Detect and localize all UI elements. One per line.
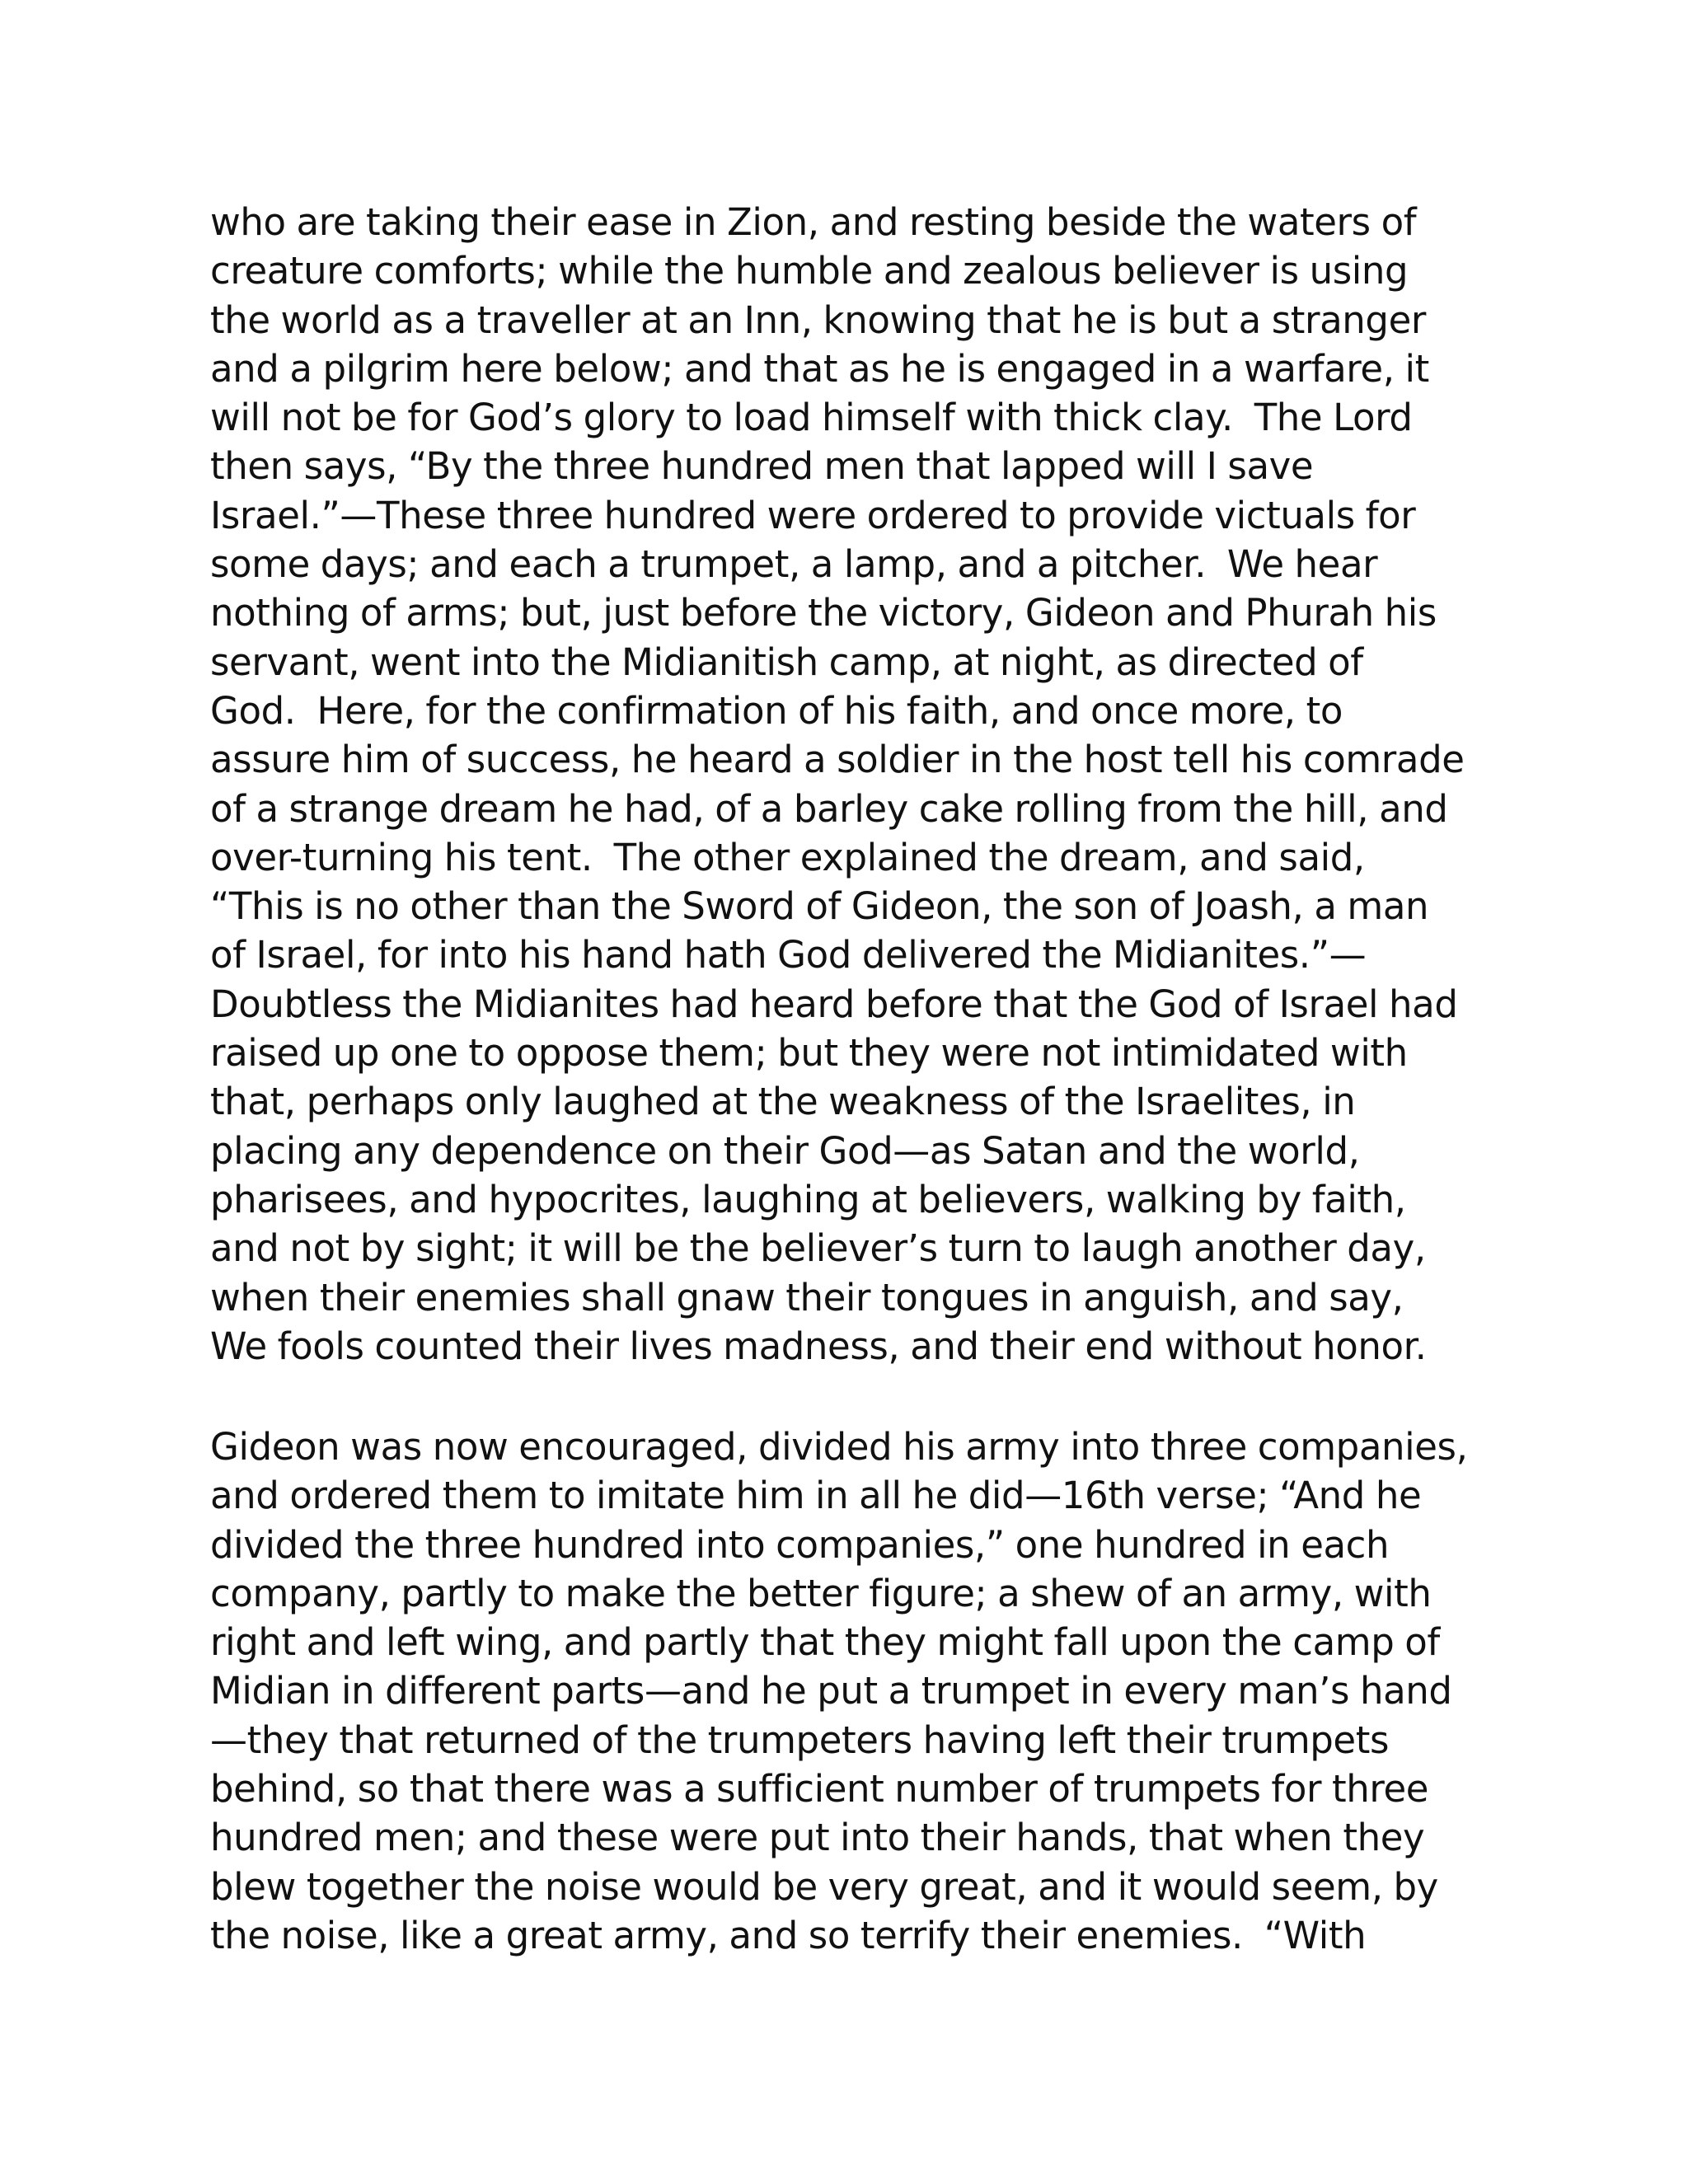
text-line: company, partly to make the better figure; a shew of an army, with: [210, 1571, 1432, 1615]
text-line: We fools counted their lives madness, and their end without honor.: [210, 1324, 1427, 1368]
text-line: that, perhaps only laughed at the weakness of the Israelites, in: [210, 1080, 1356, 1124]
text-line: of Israel, for into his hand hath God delivered the Midianites.”—: [210, 933, 1367, 977]
text-line: Doubtless the Midianites had heard before that the God of Israel had: [210, 982, 1458, 1026]
text-line: when their enemies shall gnaw their tongues in anguish, and say,: [210, 1275, 1404, 1319]
text-line: God. Here, for the confirmation of his faith, and once more, to: [210, 688, 1343, 733]
text-line: hundred men; and these were put into their hands, that when they: [210, 1816, 1425, 1860]
text-line: pharisees, and hypocrites, laughing at believers, walking by faith,: [210, 1177, 1406, 1221]
text-line: then says, “By the three hundred men that lapped will I save: [210, 444, 1314, 489]
text-line: nothing of arms; but, just before the victory, Gideon and Phurah his: [210, 591, 1437, 635]
text-line: creature comforts; while the humble and zealous believer is using: [210, 249, 1409, 293]
text-line: “This is no other than the Sword of Gideon, the son of Joash, a man: [210, 884, 1429, 929]
text-line: will not be for God’s glory to load himself with thick clay. The Lord: [210, 396, 1413, 440]
paragraph-2: [210, 1422, 1529, 1960]
text-line: who are taking their ease in Zion, and resting beside the waters of: [210, 200, 1417, 244]
text-line: Gideon was now encouraged, divided his army into three companies,: [210, 1425, 1468, 1469]
text-line: Israel.”—These three hundred were ordered to provide victuals for: [210, 493, 1416, 537]
text-line: blew together the noise would be very great, and it would seem, by: [210, 1864, 1438, 1909]
text-line: Midian in different parts—and he put a trumpet in every man’s hand: [210, 1669, 1452, 1713]
text-line: and a pilgrim here below; and that as he is engaged in a warfare, it: [210, 346, 1429, 391]
text-line: assure him of success, he heard a soldier in the host tell his comrade: [210, 738, 1465, 782]
text-line: —they that returned of the trumpeters having left their trumpets: [210, 1718, 1389, 1762]
text-line: of a strange dream he had, of a barley cake rolling from the hill, and: [210, 786, 1448, 831]
text-line: the noise, like a great army, and so terrify their enemies. “With: [210, 1913, 1367, 1957]
text-line: some days; and each a trumpet, a lamp, and a pitcher. We hear: [210, 542, 1378, 587]
text-line: and ordered them to imitate him in all he did—16th verse; “And he: [210, 1474, 1422, 1518]
text-line: over-turning his tent. The other explained the dream, and said,: [210, 835, 1365, 879]
text-line: placing any dependence on their God—as Satan and the world,: [210, 1128, 1360, 1173]
text-line: and not by sight; it will be the believer’s turn to laugh another day,: [210, 1226, 1426, 1271]
text-line: the world as a traveller at an Inn, knowing that he is but a stranger: [210, 298, 1426, 342]
text-line: right and left wing, and partly that they might fall upon the camp of: [210, 1620, 1440, 1665]
text-line: behind, so that there was a sufficient number of trumpets for three: [210, 1767, 1429, 1811]
paragraph-1: [210, 198, 1529, 1371]
text-line: divided the three hundred into companies,” one hundred in each: [210, 1522, 1390, 1567]
text-line: raised up one to oppose them; but they were not intimidated with: [210, 1031, 1408, 1076]
text-line: servant, went into the Midianitish camp, at night, as directed of: [210, 640, 1363, 684]
